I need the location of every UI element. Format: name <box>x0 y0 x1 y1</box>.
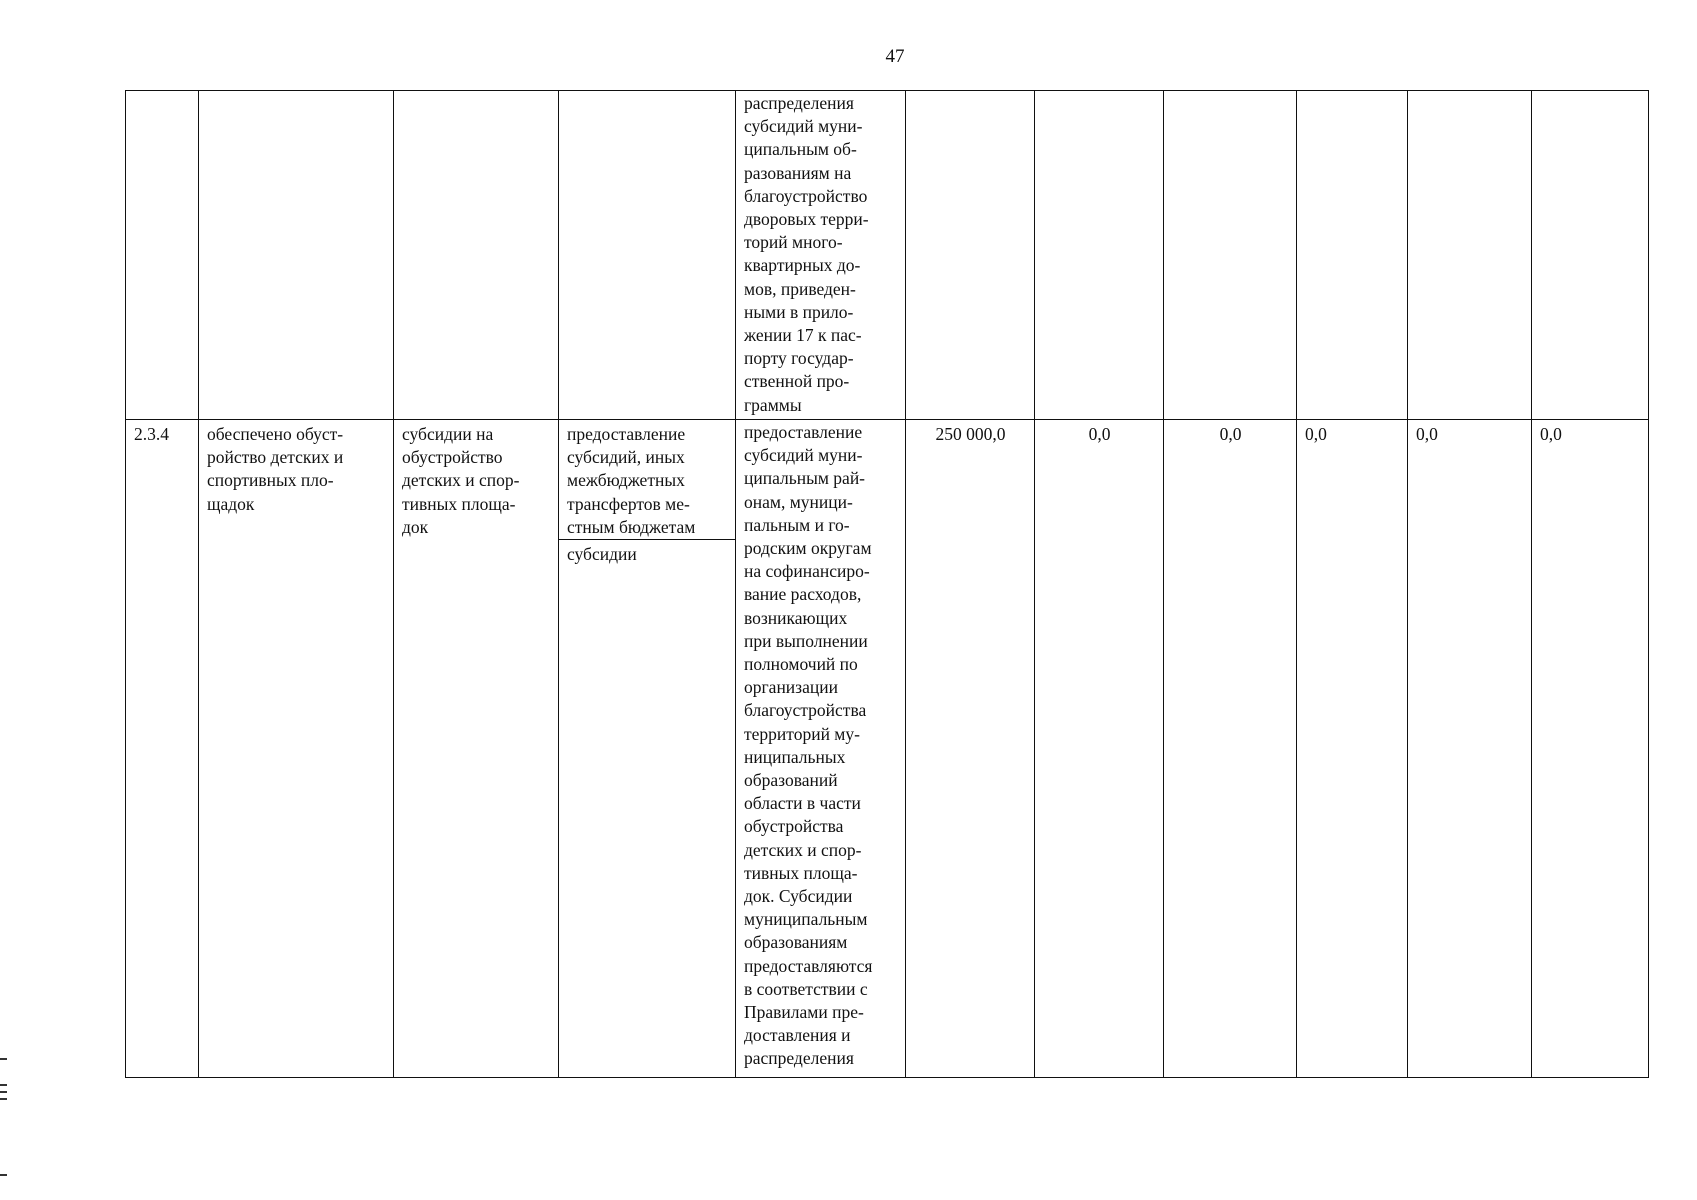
table-cell-value <box>1532 420 1649 1078</box>
table-cell <box>906 91 1035 420</box>
program-table <box>125 90 1649 1078</box>
row-code: 2.3.4 <box>134 424 169 444</box>
table-cell-code <box>126 420 199 1078</box>
table-cell-value <box>1297 420 1408 1078</box>
table-cell-value <box>906 420 1035 1078</box>
table-cell-value <box>1164 420 1297 1078</box>
margin-mark <box>0 1058 7 1060</box>
table-cell <box>1408 91 1532 420</box>
row-description: предоставление субсидий муни- ципальным рай- онам, муници- пальным и го- родским округам на софинансиро- вание расходов, возникающих при выполнении полномочий по организации благоустройства территорий му- ниципальных образований области в части обустройства детских и спор- тивных площа- док. Субсидии муниципальным образованиям предоставляются в соответствии с Правилами пре- доставления и распределения <box>744 422 873 1069</box>
value-2: 0,0 <box>1088 424 1111 444</box>
table-cell <box>559 91 736 420</box>
table-cell-description <box>736 91 906 420</box>
table-cell-value <box>1035 420 1164 1078</box>
description-continuation: распределения субсидий муни- ципальным об- разованиям на благоустройство дворовых терри- торий много- квартирных до- мов, приведен- ными в прило- жении 17 к пас- порту государ- ственной про- граммы <box>744 93 869 415</box>
table-cell <box>1035 91 1164 420</box>
table-cell-result <box>199 420 394 1078</box>
table-cell-measure <box>394 420 559 1078</box>
table-cell <box>126 91 199 420</box>
table-cell <box>199 91 394 420</box>
margin-mark <box>0 1174 7 1176</box>
table-cell <box>1297 91 1408 420</box>
margin-mark <box>0 1091 7 1093</box>
table-cell-type <box>559 420 736 1078</box>
table-cell-description <box>736 420 906 1078</box>
row-measure: субсидии на обустройство детских и спор- тивных площа- док <box>402 424 520 537</box>
table-cell <box>1532 91 1649 420</box>
value-6: 0,0 <box>1540 424 1562 444</box>
value-5: 0,0 <box>1416 424 1438 444</box>
table-cell-value <box>1408 420 1532 1078</box>
table-cell <box>394 91 559 420</box>
table-cell <box>1164 91 1297 420</box>
value-4: 0,0 <box>1305 424 1327 444</box>
value-3: 0,0 <box>1219 424 1242 444</box>
table-row <box>126 91 1649 420</box>
table-row <box>126 420 1649 1078</box>
margin-mark <box>0 1098 7 1100</box>
row-result: обеспечено обуст- ройство детских и спортивных пло- щадок <box>207 424 344 514</box>
margin-mark <box>0 1084 7 1086</box>
row-type-top: предоставление субсидий, иных межбюджетных трансфертов ме- стным бюджетам <box>559 420 735 540</box>
value-1: 250 000,0 <box>935 424 1006 444</box>
row-type-bottom: субсидии <box>567 544 637 565</box>
page-number: 47 <box>885 46 905 67</box>
